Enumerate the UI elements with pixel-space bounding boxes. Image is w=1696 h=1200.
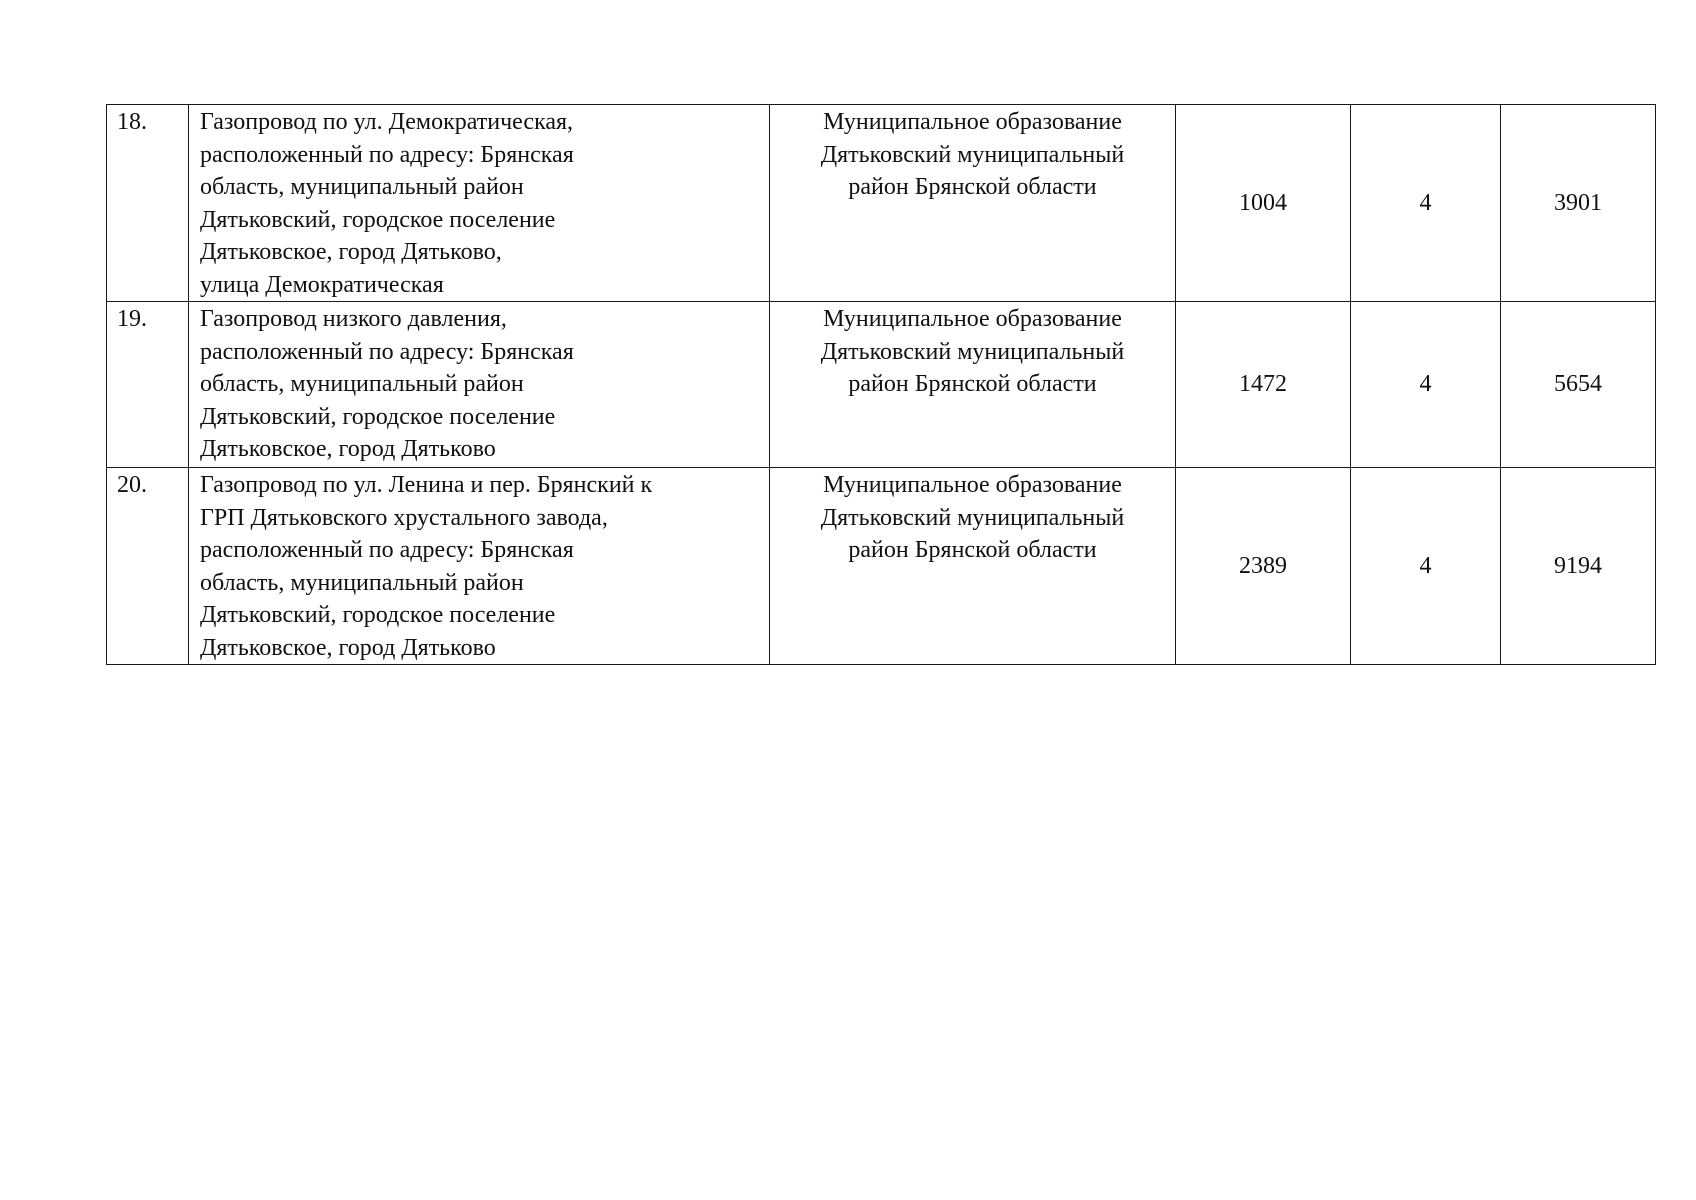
object-name-line: Газопровод по ул. Демократическая,	[200, 109, 574, 135]
owner	[770, 468, 1176, 665]
owner-line: Дятьковский муниципальный	[820, 338, 1125, 365]
owner-line: Муниципальное образование	[823, 306, 1122, 332]
object-name-line: Газопровод по ул. Ленина и пер. Брянский к	[200, 472, 653, 498]
value-3: 9194	[1501, 468, 1656, 665]
value-2: 4	[1351, 302, 1501, 468]
owner-line: Муниципальное образование	[823, 472, 1122, 498]
value-2: 4	[1351, 468, 1501, 665]
value-2: 4	[1351, 105, 1501, 302]
object-name-line: Дятьковский, городское поселение	[200, 206, 556, 233]
object-name-line: Дятьковское, город Дятьково,	[200, 239, 502, 265]
row-number: 20.	[107, 468, 189, 665]
object-name-line: расположенный по адресу: Брянская	[200, 141, 574, 168]
object-name-line: Дятьковский, городское поселение	[200, 403, 556, 430]
row-number: 18.	[107, 105, 189, 302]
object-name-line: Дятьковское, город Дятьково	[200, 634, 496, 661]
row-number: 19.	[107, 302, 189, 468]
owner-line: район Брянской области	[848, 174, 1097, 200]
owner-line: район Брянской области	[848, 371, 1097, 397]
owner-line: район Брянской области	[848, 537, 1097, 563]
object-name-line: Газопровод низкого давления,	[200, 306, 507, 332]
value-1: 1472	[1176, 302, 1351, 468]
value-3: 3901	[1501, 105, 1656, 302]
object-name-line: ГРП Дятьковского хрустального завода,	[200, 504, 608, 531]
owner-line: Муниципальное образование	[823, 109, 1122, 135]
value-1: 1004	[1176, 105, 1351, 302]
object-name-line: область, муниципальный район	[200, 174, 524, 200]
owner-line: Дятьковский муниципальный	[820, 504, 1125, 531]
table-row	[107, 302, 1656, 468]
object-name-line: Дятьковский, городское поселение	[200, 602, 556, 628]
value-1: 2389	[1176, 468, 1351, 665]
object-name-line: Дятьковское, город Дятьково	[200, 436, 496, 462]
object-name	[189, 468, 770, 665]
object-name-line: расположенный по адресу: Брянская	[200, 537, 574, 563]
object-name	[189, 105, 770, 302]
object-name-line: область, муниципальный район	[200, 371, 524, 397]
table-row	[107, 105, 1656, 302]
property-table	[106, 104, 1656, 665]
object-name-line: область, муниципальный район	[200, 569, 524, 596]
value-3: 5654	[1501, 302, 1656, 468]
owner-line: Дятьковский муниципальный	[820, 141, 1125, 168]
table-row	[107, 468, 1656, 665]
object-name-line: расположенный по адресу: Брянская	[200, 338, 574, 365]
owner	[770, 302, 1176, 468]
owner	[770, 105, 1176, 302]
object-name-line: улица Демократическая	[200, 271, 444, 298]
object-name	[189, 302, 770, 468]
